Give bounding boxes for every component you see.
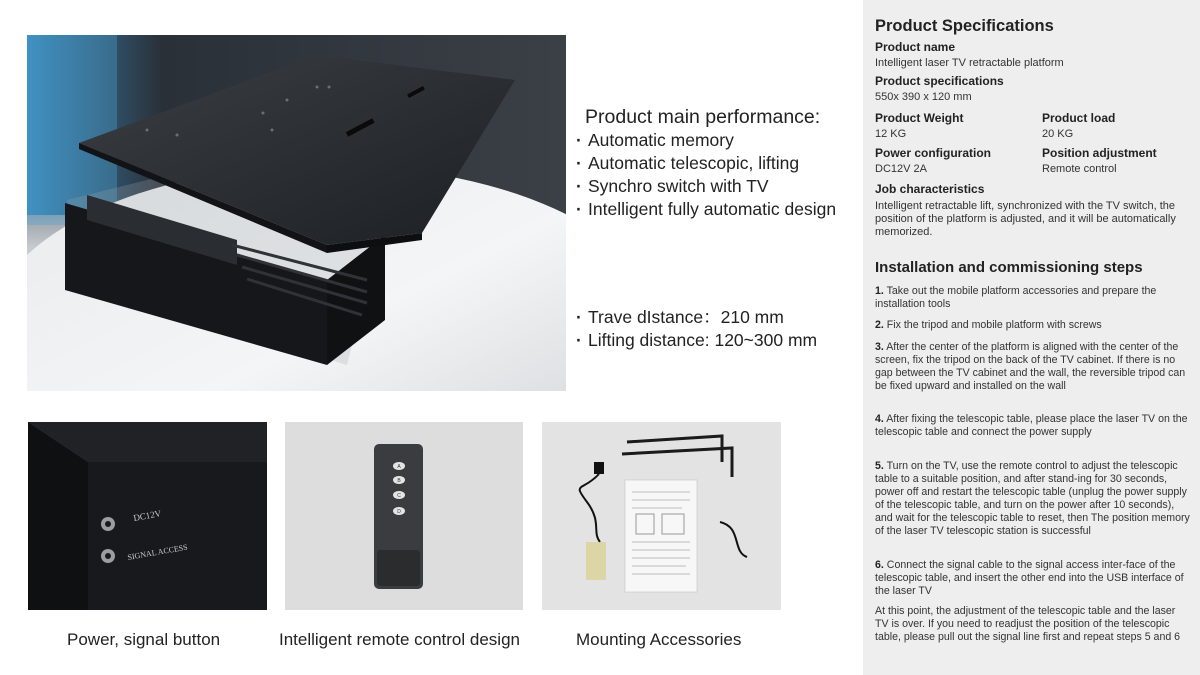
product-name-value: Intelligent laser TV retractable platform [875, 57, 1064, 69]
step-number: 6. [875, 559, 884, 571]
caption-remote: Intelligent remote control design [279, 630, 520, 649]
caption-power-signal: Power, signal button [67, 630, 221, 649]
travel-distance: · Trave dIstance：210 mm [576, 306, 817, 329]
specifications-title: Product Specifications [875, 17, 1054, 35]
install-step [875, 341, 1191, 393]
feature-item: · Automatic memory [576, 129, 836, 152]
install-closing-note: At this point, the adjustment of the telescopic table and the laser TV is over. If you need to readjust the position of the telescopic table, please pull out the signal line first and repeat steps 5 and 6 [875, 605, 1181, 643]
remote-button-d: D [397, 509, 401, 515]
step-text: Take out the mobile platform accessories and prepare the installation tools [875, 285, 1157, 310]
power-label: Power configuration [875, 146, 992, 160]
ports-photo [28, 422, 267, 610]
step-text: Connect the signal cable to the signal access inter-face of the telescopic table, and insert the other end into the USB interface of the laser TV [875, 559, 1184, 597]
platform-illustration [27, 35, 566, 391]
install-step [875, 319, 1191, 332]
product-spec-value: 550x 390 x 120 mm [875, 91, 972, 103]
feature-item: · Intelligent fully automatic design [576, 198, 836, 221]
load-label: Product load [1042, 111, 1116, 125]
install-step [875, 285, 1191, 311]
step-text: Fix the tripod and mobile platform with screws [886, 319, 1102, 331]
feature-item: · Automatic telescopic, lifting [576, 152, 836, 175]
product-name-label: Product name [875, 40, 956, 54]
remote-photo [285, 422, 523, 610]
step-number: 2. [875, 319, 884, 331]
product-main-photo [27, 35, 566, 391]
step-text: After the center of the platform is aligned with the center of the screen, fix the tripod on the back of the TV cabinet. If there is no gap between the TV cabinet and the wall, the reversible tripod can be fixed upward and installed on the wall [875, 341, 1186, 392]
step-number: 3. [875, 341, 884, 353]
performance-title: Product main performance: [585, 106, 821, 128]
remote-button-a: A [397, 464, 401, 470]
feature-item: · Synchro switch with TV [576, 175, 836, 198]
power-value: DC12V 2A [875, 163, 927, 175]
step-number: 4. [875, 413, 884, 425]
accessories-photo [542, 422, 781, 610]
install-step [875, 413, 1191, 439]
lifting-distance: · Lifting distance: 120~300 mm [576, 329, 817, 352]
install-step [875, 460, 1191, 537]
remote-button-b: B [397, 478, 401, 484]
product-spec-label: Product specifications [875, 74, 1004, 88]
position-value: Remote control [1042, 163, 1117, 175]
load-value: 20 KG [1042, 128, 1074, 140]
specifications-panel [863, 0, 1200, 675]
feature-list [576, 129, 836, 221]
install-title: Installation and commissioning steps [875, 259, 1143, 276]
remote-button-c: C [397, 493, 401, 499]
job-value: Intelligent retractable lift, synchronized with the TV switch, the position of the platform is adjusted, and it will be automatically memorized. [875, 200, 1176, 238]
position-label: Position adjustment [1042, 146, 1157, 160]
distance-list [576, 306, 817, 352]
step-number: 1. [875, 285, 884, 297]
step-text: Turn on the TV, use the remote control to adjust the telescopic table to a suitable position, and after stand-ing for 30 seconds, power off and restart the telescopic table (unplug the power supply of the telescopic table, and turn on the power after 10 seconds), and wait for the telescopic table to reset, then The position memory of the laser TV telescopic station is successful [875, 460, 1190, 537]
dc12v-label: DC12V [132, 508, 162, 523]
step-text: After fixing the telescopic table, please place the laser TV on the telescopic table and connect the power supply [875, 413, 1188, 438]
signal-access-label: SIGNAL ACCESS [126, 542, 189, 562]
install-step [875, 559, 1191, 598]
caption-accessories: Mounting Accessories [576, 630, 742, 649]
step-number: 5. [875, 460, 884, 472]
weight-value: 12 KG [875, 128, 907, 140]
job-label: Job characteristics [875, 182, 985, 196]
weight-label: Product Weight [875, 111, 964, 125]
